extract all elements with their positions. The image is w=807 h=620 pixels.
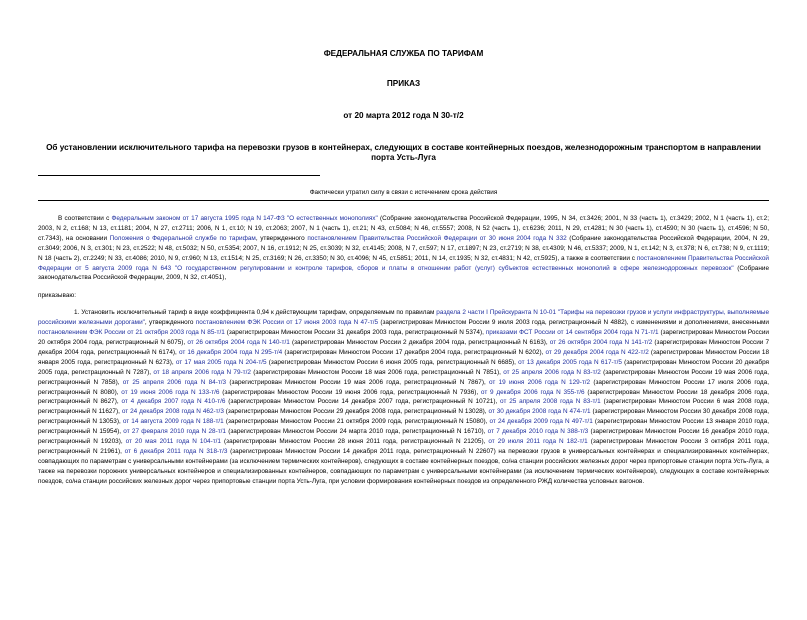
document-link[interactable]: от 26 октября 2004 года N 140-т/1 [187, 338, 290, 346]
paragraph-text: (зарегистрирован Минюстом России 6 мая 2008 года, регистрационный N 11627), [38, 398, 770, 416]
order-item-1 [38, 308, 769, 486]
document-link[interactable]: постановлением Правительства Российской Федерации от 30 июня 2004 года N 332 [307, 234, 567, 242]
paragraph-text: (зарегистрирован Минюстом России 14 декабря 2011 года, регистрационный N 22607) на перевозки грузов в универсальных контейнерах и специализированных контейнерах, совпадающих по параметрам с универсальными контейнерами (за исключением термических контейнеров), следующих в составе контейнерных поездов, со/на станции российских железных дорог через припортовые станции порта Усть-Луга, а также на перевозки порожних универсальных контейнеров и специализированных контейнеров, совпадающих по параметрам с универсальными контейнерами (за исключением термических контейнеров), следующих в составе контейнерных поездов, со/на станции российских железных дорог через припортовые станции порта Усть-Луга, при условии формирования контейнерных поездов из определенного РЖД количества условных вагонов. [38, 447, 769, 485]
document-link[interactable]: приказами ФСТ России от 14 сентября 2004 года N 71-т/1 [485, 329, 659, 337]
document-link[interactable]: от 17 мая 2005 года N 204-т/5 [175, 358, 267, 366]
document-link[interactable]: от 7 декабря 2010 года N 388-т/3 [487, 428, 589, 436]
document-link[interactable]: Положения о Федеральной службе по тарифам [109, 234, 256, 242]
document-link[interactable]: от 19 июня 2006 года N 129-т/2 [488, 378, 591, 386]
paragraph-text: (зарегистрирован Минюстом России 18 мая 2006 года, регистрационный N 7851), [250, 368, 504, 376]
document-link[interactable]: постановлением ФЭК России от 21 октября 2003 года N 85-т/1 [38, 329, 225, 337]
paragraph-text: (зарегистрирован Минюстом России 14 декабря 2007 года, регистрационный N 10721), [225, 398, 501, 406]
paragraph-text: , утвержденного [255, 234, 308, 242]
document-link[interactable]: от 24 декабря 2008 года N 462-т/3 [121, 408, 224, 416]
paragraph-text: В соответствии с [58, 215, 112, 222]
document-link[interactable]: от 19 июня 2006 года N 133-т/6 [121, 388, 220, 396]
paragraph-text: (зарегистрирован Минюстом России 21 октября 2009 года, регистрационный N 15080), [223, 418, 490, 426]
paragraph-text: (Собрание законодательства Российской Федерации, 2004, N 29, ст.3049; 2006, N 3, ст.301; N 23, ст.2522; N 48, ст.5032; N 50, ст.5354; 2007, N 16, ст.1912; N 25, ст.3039; N 32, ст.4145; 2008, N 7, ст.597; N 17, ст.1897; N 23, ст.2719; N 38, ст.4309; N 46, ст.5337; 2009, N 1, ст.142; N 3, ст.378; N 6, ст.738; N 9, ст.1119; N 18 (часть 2), ст.2249; N 33, ст.4086; 2010, N 9, ст.960; N 13, ст.1514; N 25, ст.3169; N 26, ст.3350; N 30, ст.4096; N 45, ст.5851; 2011, N 14, ст.1935; N 32, ст.4831; N 42, ст.5925), а также в соответствии с [38, 234, 770, 262]
document-link[interactable]: постановлением ФЭК России от 17 июня 2003 года N 47-т/5 [195, 319, 379, 327]
document-link[interactable]: от 30 декабря 2008 года N 474-т/1 [488, 408, 591, 416]
paragraph-text: , утвержденного [144, 319, 196, 327]
paragraph-text: (Собрание законодательства Российской Федерации, 1995, N 34, ст.3426; 2001, N 33 (часть 1), ст.3429; 2002, N 1 (часть 1), ст.2; 2003, N 2, ст.168; N 13, ст.1181; 2004, N 27, ст.2711; 2006, N 1, ст.10; N 19, ст.2063; 2007, N 1 (часть 1), ст.21; N 43, ст.5084; N 46, ст.5557; 2008, N 52 (часть 1), ст.6236; 2011, N 29, ст.4281; N 30 (часть 1), ст.4590; N 30 (часть 1), ст.4596; N 50, ст.7343), на основании [38, 215, 769, 242]
document-link[interactable]: от 18 апреля 2006 года N 79-т/2 [153, 368, 251, 376]
paragraph-text: (зарегистрирован Минюстом России 17 июля 2006 года, регистрационный N 8080), [38, 378, 769, 396]
document-link[interactable]: от 16 декабря 2004 года N 295-т/4 [178, 348, 283, 356]
paragraph-text: (зарегистрирован Минюстом России 20 октября 2004 года, регистрационный N 6075), [38, 329, 769, 346]
document-link[interactable]: от 29 декабря 2004 года N 422-т/2 [545, 348, 649, 356]
paragraph-text: (зарегистрирован Минюстом России 18 января 2005 года, регистрационный N 6273), [38, 348, 770, 366]
paragraph-text: (зарегистрирован Минюстом России 7 декабря 2004 года, регистрационный N 6174), [38, 338, 770, 356]
document-link[interactable]: от 20 мая 2011 года N 104-т/1 [125, 438, 221, 446]
paragraph-text: (зарегистрирован Минюстом России 29 декабря 2008 года, регистрационный N 13028), [223, 408, 489, 416]
paragraph-text: (зарегистрирован Минюстом России 24 марта 2010 года, регистрационный N 16710), [225, 428, 488, 436]
paragraph-text: (зарегистрирован Минюстом России 19 мая 2006 года, регистрационный N 7867), [226, 378, 489, 386]
document-link[interactable]: от 25 апреля 2006 года N 83-т/2 [503, 368, 601, 376]
document-link[interactable]: раздела 2 части I Прейскуранта N 10-01 "Тарифы на перевозки грузов и услуги инфраструктуры, выполняемые российскими железными дорогами" [38, 309, 769, 327]
document-link[interactable]: от 29 июля 2011 года N 182-т/1 [488, 438, 588, 446]
paragraph-text: 1. Установить исключительный тариф в виде коэффициента 0,94 к действующим тарифам, определяемым по правилам [74, 309, 437, 317]
paragraph-text: (зарегистрирован Минюстом России 17 декабря 2004 года, регистрационный N 6202), [282, 348, 546, 356]
paragraph-text: (зарегистрирован Минюстом России 9 июля 2003 года, регистрационный N 4882), с изменениями и дополнениями, внесенными [378, 319, 770, 327]
agency-name: ФЕДЕРАЛЬНАЯ СЛУЖБА ПО ТАРИФАМ [323, 49, 484, 58]
orders-label: приказываю: [38, 292, 76, 300]
paragraph-text: (зарегистрирован Минюстом России 6 июня 2005 года, регистрационный N 6685), [266, 358, 519, 366]
document-link[interactable]: от 6 декабря 2011 года N 318-т/3 [124, 447, 228, 455]
paragraph-text: (зарегистрирован Минюстом России 20 декабря 2005 года, регистрационный N 7287), [38, 358, 770, 376]
document-type: ПРИКАЗ [386, 79, 421, 88]
paragraph-text: (зарегистрирован Минюстом России 31 декабря 2003 года, регистрационный N 5374), [224, 329, 486, 337]
document-link[interactable]: от 25 апреля 2006 года N 84-т/3 [122, 378, 227, 386]
document-link[interactable]: от 14 августа 2009 года N 188-т/1 [122, 418, 224, 426]
status-note: Фактически утратил силу в связи с истечением срока действия [309, 189, 498, 196]
title-divider [38, 175, 320, 176]
paragraph-text: (зарегистрирован Минюстом России 2 декабря 2004 года, регистрационный N 6163), [289, 338, 550, 346]
paragraph-text: (Собрание законодательства Российской Федерации, 2009, N 32, ст.4051), [38, 264, 769, 282]
document-link[interactable]: постановлением Правительства Российской Федерации от 5 августа 2009 года N 643 "О государственном регулировании и контроле тарифов, сборов и платы в отношении работ (услуг) субъектов естественных монополий в сфере железнодорожных перевозок" [38, 254, 769, 272]
paragraph-text: (зарегистрирован Минюстом России 16 декабря 2010 года, регистрационный N 19203), [38, 428, 769, 446]
document-page [0, 49, 807, 620]
document-link[interactable]: от 26 октября 2004 года N 141-т/2 [549, 338, 653, 346]
paragraph-text: (зарегистрирован Минюстом России 28 июня 2011 года, регистрационный N 21205), [220, 438, 489, 446]
paragraph-text: (зарегистрирован Минюстом России 13 января 2010 года, регистрационный N 15954), [38, 418, 769, 436]
document-link[interactable]: от 25 апреля 2008 года N 83-т/1 [500, 398, 601, 406]
preamble-paragraph [38, 214, 769, 283]
document-link[interactable]: от 24 декабря 2009 года N 497-т/1 [489, 418, 593, 426]
paragraph-text: (зарегистрирован Минюстом России 3 октября 2011 года, регистрационный N 21961), [38, 438, 769, 455]
document-link[interactable]: от 13 декабря 2005 года N 617-т/5 [518, 358, 622, 366]
paragraph-text: (зарегистрирован Минюстом России 19 мая 2006 года, регистрационный N 7858), [38, 368, 769, 386]
document-title: Об установлении исключительного тарифа на перевозки грузов в контейнерах, следующих в составе контейнерных поездов, железнодорожным транспортом в направлении порта Усть-Луга [46, 143, 761, 162]
paragraph-text: (зарегистрирован Минюстом России 19 июня 2006 года, регистрационный N 7936), [219, 388, 481, 396]
document-link[interactable]: от 4 декабря 2007 года N 410-т/6 [121, 398, 226, 406]
paragraph-text: (зарегистрирован Минюстом России 30 декабря 2008 года, регистрационный N 13053), [38, 408, 769, 426]
document-link[interactable]: Федеральным законом от 17 августа 1995 года N 147-ФЗ "О естественных монополиях" [111, 215, 378, 222]
document-date: от 20 марта 2012 года N 30-т/2 [343, 111, 464, 120]
document-link[interactable]: от 27 февраля 2010 года N 28-т/1 [123, 428, 226, 436]
document-link[interactable]: от 9 декабря 2006 года N 355-т/6 [480, 388, 585, 396]
status-divider [38, 200, 769, 201]
paragraph-text: (зарегистрирован Минюстом России 18 декабря 2006 года, регистрационный N 8627), [38, 388, 769, 406]
